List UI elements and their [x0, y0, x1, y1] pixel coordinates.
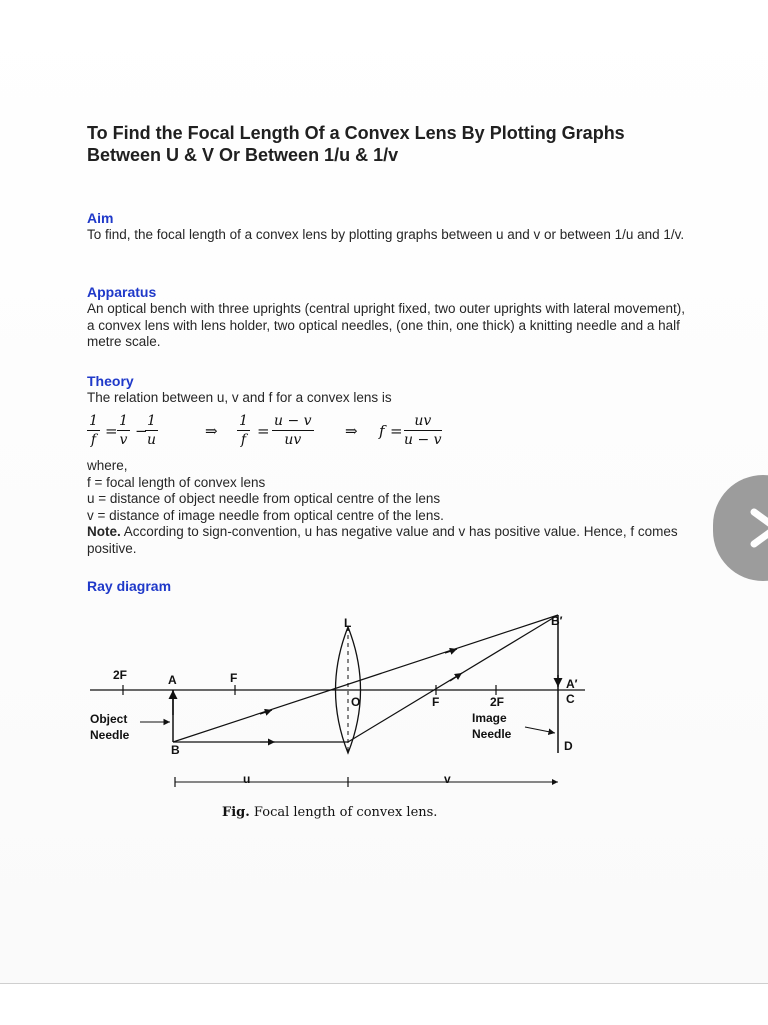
lens-formula [87, 412, 467, 458]
label-2f-right: 2F [490, 695, 505, 709]
image-pointer [525, 727, 555, 733]
ray-diagram-heading: Ray diagram [87, 578, 172, 594]
formula-frac-f: $\frac{uv}{u - v}$ [404, 413, 442, 448]
note-body: According to sign-convention, u has negative value and v has positive value. Hence, f comes positive. [87, 524, 678, 556]
label-B: B [171, 743, 180, 757]
formula-equals-2: = [257, 422, 270, 440]
note-label: Note. [87, 524, 121, 539]
formula-implies-2: ⇒ [345, 422, 358, 440]
apparatus-heading: Apparatus [87, 284, 157, 300]
label-F-right: F [432, 695, 440, 709]
formula-equals: = [105, 422, 118, 440]
label-A-prime: A′ [566, 677, 578, 691]
label-B-prime: B′ [551, 614, 563, 628]
page-title: To Find the Focal Length Of a Convex Lens By Plotting Graphs Between U & V Or Between 1/u & 1/v [87, 123, 625, 165]
ray-refracted-arrow [450, 673, 462, 681]
label-image: Image [472, 711, 507, 725]
theory-definitions [87, 458, 687, 557]
formula-implies-1: ⇒ [205, 422, 218, 440]
def-v: v = distance of image needle from optical centre of the lens. [87, 507, 444, 523]
chevron-right-icon [749, 508, 768, 548]
where-text: where, [87, 458, 128, 473]
def-u: u = distance of object needle from optical centre of the lens [87, 491, 441, 506]
label-v: v [444, 772, 451, 786]
def-f: f = focal length of convex lens [87, 474, 266, 490]
formula-frac-1-u: $\frac{1}{u}$ [146, 413, 156, 448]
label-2f-left: 2F [113, 668, 128, 682]
label-needle-left: Needle [90, 728, 130, 742]
aim-heading: Aim [87, 210, 114, 226]
label-O: O [351, 695, 361, 709]
label-u: u [243, 772, 251, 786]
formula-frac-uv: $\frac{u - v}{uv}$ [274, 413, 312, 448]
note-text [87, 524, 687, 557]
label-F-left: F [230, 671, 238, 685]
formula-minus: − [135, 422, 148, 440]
label-A: A [168, 673, 177, 687]
label-C: C [566, 692, 575, 706]
ray-central-arrow-2 [445, 649, 457, 653]
formula-frac-1-f-2: $\frac{1}{f}$ [239, 413, 248, 448]
theory-intro: The relation between u, v and f for a convex lens is [87, 390, 392, 405]
formula-frac-1-f: $\frac{1}{f}$ [89, 413, 98, 448]
theory-section [87, 373, 687, 407]
bottom-bar [0, 983, 768, 1025]
caption-text: Focal length of convex lens. [249, 805, 438, 820]
ray-diagram-figure [80, 605, 600, 835]
apparatus-section [87, 284, 687, 351]
aim-text: To find, the focal length of a convex lens by plotting graphs between u and v or between 1/u and 1/v. [87, 227, 685, 242]
label-D: D [564, 739, 573, 753]
document-content [87, 122, 687, 594]
aim-section [87, 210, 687, 244]
label-object: Object [90, 712, 128, 726]
formula-equals-3: = [390, 422, 403, 440]
apparatus-text: An optical bench with three uprights (central upright fixed, two outer uprights with lateral movement), a convex lens with lens holder, two optical needles, (one thin, one thick) a knitting needle and a half metre scale. [87, 301, 686, 349]
label-needle-right: Needle [472, 727, 512, 741]
label-L: L [344, 616, 352, 630]
ray-diagram-section [87, 578, 687, 595]
formula-frac-1-v: $\frac{1}{v}$ [119, 413, 128, 448]
caption-label: Fig. [222, 805, 250, 820]
theory-heading: Theory [87, 373, 134, 389]
formula-f: f [379, 422, 385, 440]
ray-central-arrow-1 [260, 710, 272, 714]
figure-caption [222, 805, 437, 820]
